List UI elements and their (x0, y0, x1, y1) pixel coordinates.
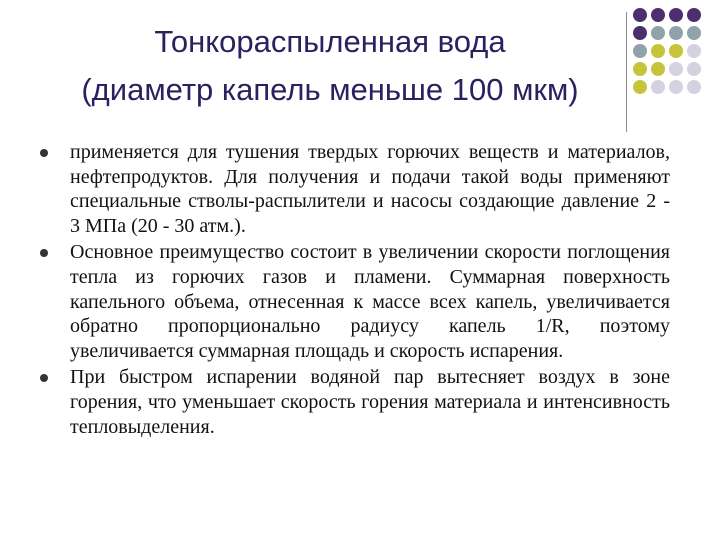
bullet-text: При быстром испарении водяной пар вытесняет воздух в зоне горения, что уменьшает скорость горения материала и интенсивность тепловыделения. (70, 366, 670, 438)
decorative-dot (651, 62, 665, 76)
bullet-list (40, 140, 670, 441)
bullet-text: применяется для тушения твердых горючих веществ и материалов, нефтепродуктов. Для получения и подачи такой воды применяют специальные стволы-распылители и насосы создающие давление 2 - 3 МПа (20 - 30 атм.). (70, 141, 670, 237)
decorative-dot (687, 62, 701, 76)
decorative-dot (651, 44, 665, 58)
title-line-2: (диаметр капель меньше 100 мкм) (81, 72, 579, 107)
decorative-dot (669, 80, 683, 94)
decorative-dot (669, 26, 683, 40)
bullet-icon (40, 249, 48, 257)
decorative-dot (687, 80, 701, 94)
slide-title (40, 18, 620, 114)
decorative-dot (651, 80, 665, 94)
decorative-dot (669, 8, 683, 22)
decorative-dot (633, 44, 647, 58)
bullet-item (40, 140, 670, 238)
decorative-dot (669, 62, 683, 76)
decorative-dot (687, 8, 701, 22)
bullet-item (40, 365, 670, 439)
bullet-text: Основное преимущество состоит в увеличении скорости поглощения тепла из горючих газов и пламени. Суммарная поверхность капельного объема, отнесенная к массе всех капель, увеличивается обратно пропорционально радиусу капель 1/R, поэтому увеличивается суммарная площадь и скорость испарения. (70, 241, 670, 362)
title-line-1: Тонкораспыленная вода (154, 24, 506, 59)
decorative-dot (669, 44, 683, 58)
decorative-divider (626, 12, 627, 132)
decorative-dot (633, 62, 647, 76)
bullet-icon (40, 149, 48, 157)
decorative-dot (687, 44, 701, 58)
decorative-dot (633, 26, 647, 40)
decorative-dot (651, 26, 665, 40)
decorative-dot (651, 8, 665, 22)
decorative-dot (687, 26, 701, 40)
bullet-icon (40, 374, 48, 382)
decorative-dot (633, 8, 647, 22)
bullet-item (40, 240, 670, 363)
decorative-dot (633, 80, 647, 94)
